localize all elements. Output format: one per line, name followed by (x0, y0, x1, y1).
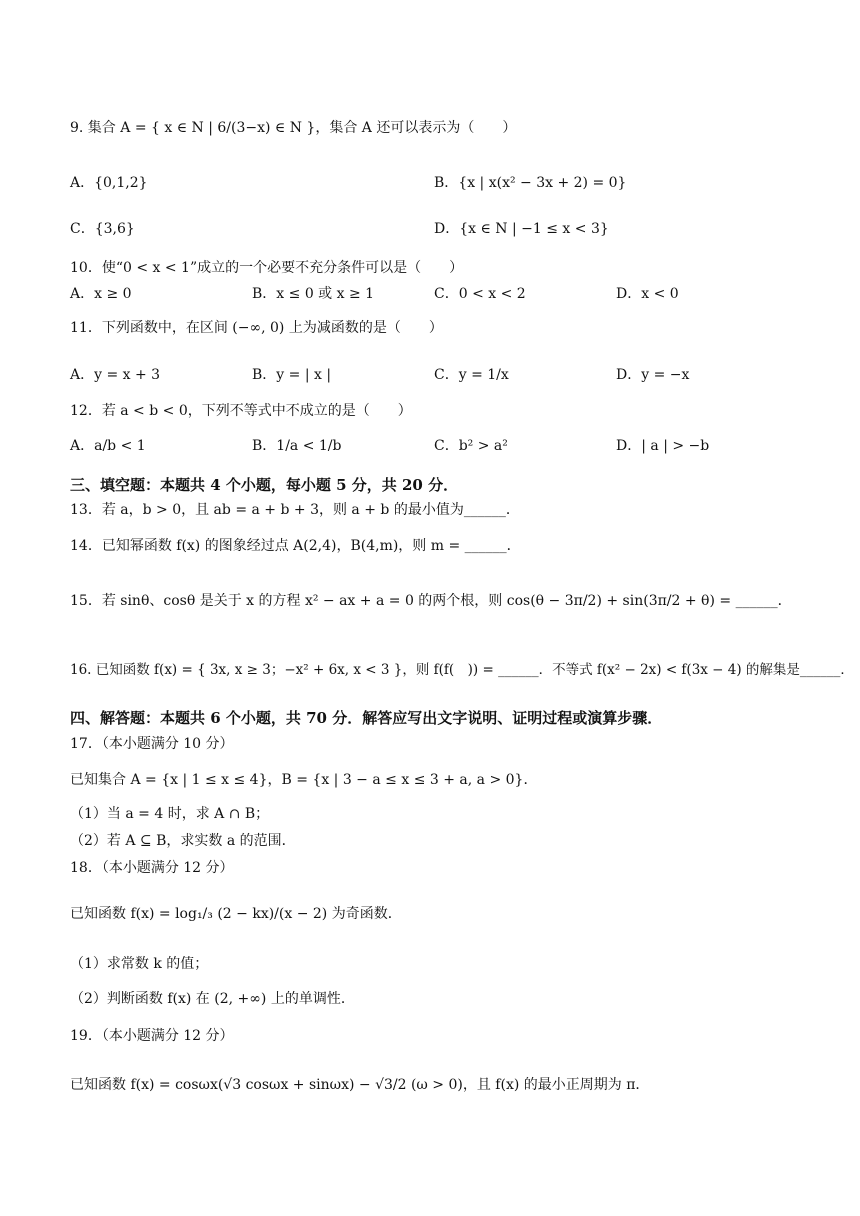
q17-part-1: （1）当 a = 4 时，求 A ∩ B； (70, 806, 270, 822)
q12-stem: 12．若 a < b < 0，下列不等式中不成立的是（ ） (70, 403, 412, 419)
q9-option-c: C．{3,6} (70, 221, 135, 237)
q10-option-c: C．0 < x < 2 (434, 286, 526, 302)
q11-option-a: A．y = x + 3 (70, 367, 161, 383)
q11-stem: 11．下列函数中，在区间 (−∞, 0) 上为减函数的是（ ） (70, 320, 443, 336)
q19-stem: 已知函数 f(x) = cosωx(√3 cosωx + sinωx) − √3/2 (ω > 0)，且 f(x) 的最小正周期为 π． (70, 1077, 650, 1093)
q12-option-b: B．1/a < 1/b (252, 438, 342, 454)
q18-part-2: （2）判断函数 f(x) 在 (2, +∞) 上的单调性． (70, 991, 355, 1007)
q12-option-c: C．b² > a² (434, 438, 508, 454)
q12-option-a: A．a/b < 1 (70, 438, 146, 454)
q9-stem: 9. 集合 A = { x ∈ N | 6/(3−x) ∈ N }，集合 A 还可以表示为（ ） (70, 120, 517, 136)
q9-option-d: D．{x ∈ N | −1 ≤ x < 3} (434, 221, 609, 237)
q18-stem: 已知函数 f(x) = log₁/₃ (2 − kx)/(x − 2) 为奇函数． (70, 906, 402, 922)
q17-part-2: （2）若 A ⊆ B，求实数 a 的范围． (70, 833, 296, 849)
section-heading-solutions: 四、解答题：本题共 6 个小题，共 70 分．解答应写出文字说明、证明过程或演算步骤． (70, 709, 663, 727)
q9-option-a: A．{0,1,2} (70, 175, 148, 191)
question-13: 13．若 a，b > 0，且 ab = a + b + 3，则 a + b 的最小值为______． (70, 502, 520, 518)
q11-option-c: C．y = 1/x (434, 367, 509, 383)
q17-stem: 已知集合 A = {x | 1 ≤ x ≤ 4}，B = {x | 3 − a ≤ x ≤ 3 + a, a > 0}． (70, 772, 538, 788)
q18-heading: 18．（本小题满分 12 分） (70, 860, 234, 876)
q10-option-a: A．x ≥ 0 (70, 286, 132, 302)
q17-heading: 17．（本小题满分 10 分） (70, 736, 234, 752)
q19-heading: 19．（本小题满分 12 分） (70, 1028, 234, 1044)
q10-stem: 10．使“0 < x < 1”成立的一个必要不充分条件可以是（ ） (70, 260, 464, 276)
q12-option-d: D．| a | > −b (616, 438, 710, 454)
q18-part-1: （1）求常数 k 的值； (70, 956, 209, 972)
q10-option-d: D．x < 0 (616, 286, 679, 302)
q11-option-b: B．y = | x | (252, 367, 332, 383)
q11-option-d: D．y = −x (616, 367, 690, 383)
section-heading-fill-in: 三、填空题：本题共 4 个小题，每小题 5 分，共 20 分． (70, 476, 459, 494)
question-16: 16. 已知函数 f(x) = { 3x, x ≥ 3；−x² + 6x, x < 3 }，则 f(f( )) = ______．不等式 f(x² − 2x) < f(3x − 4) 的解集是______． (70, 662, 854, 678)
q10-option-b: B．x ≤ 0 或 x ≥ 1 (252, 286, 375, 302)
question-14: 14．已知幂函数 f(x) 的图象经过点 A(2,4)，B(4,m)，则 m = ______． (70, 538, 521, 554)
question-15: 15．若 sinθ、cosθ 是关于 x 的方程 x² − ax + a = 0 的两个根，则 cos(θ − 3π/2) + sin(3π/2 + θ) = ______． (70, 593, 792, 609)
q9-option-b: B．{x | x(x² − 3x + 2) = 0} (434, 175, 627, 191)
